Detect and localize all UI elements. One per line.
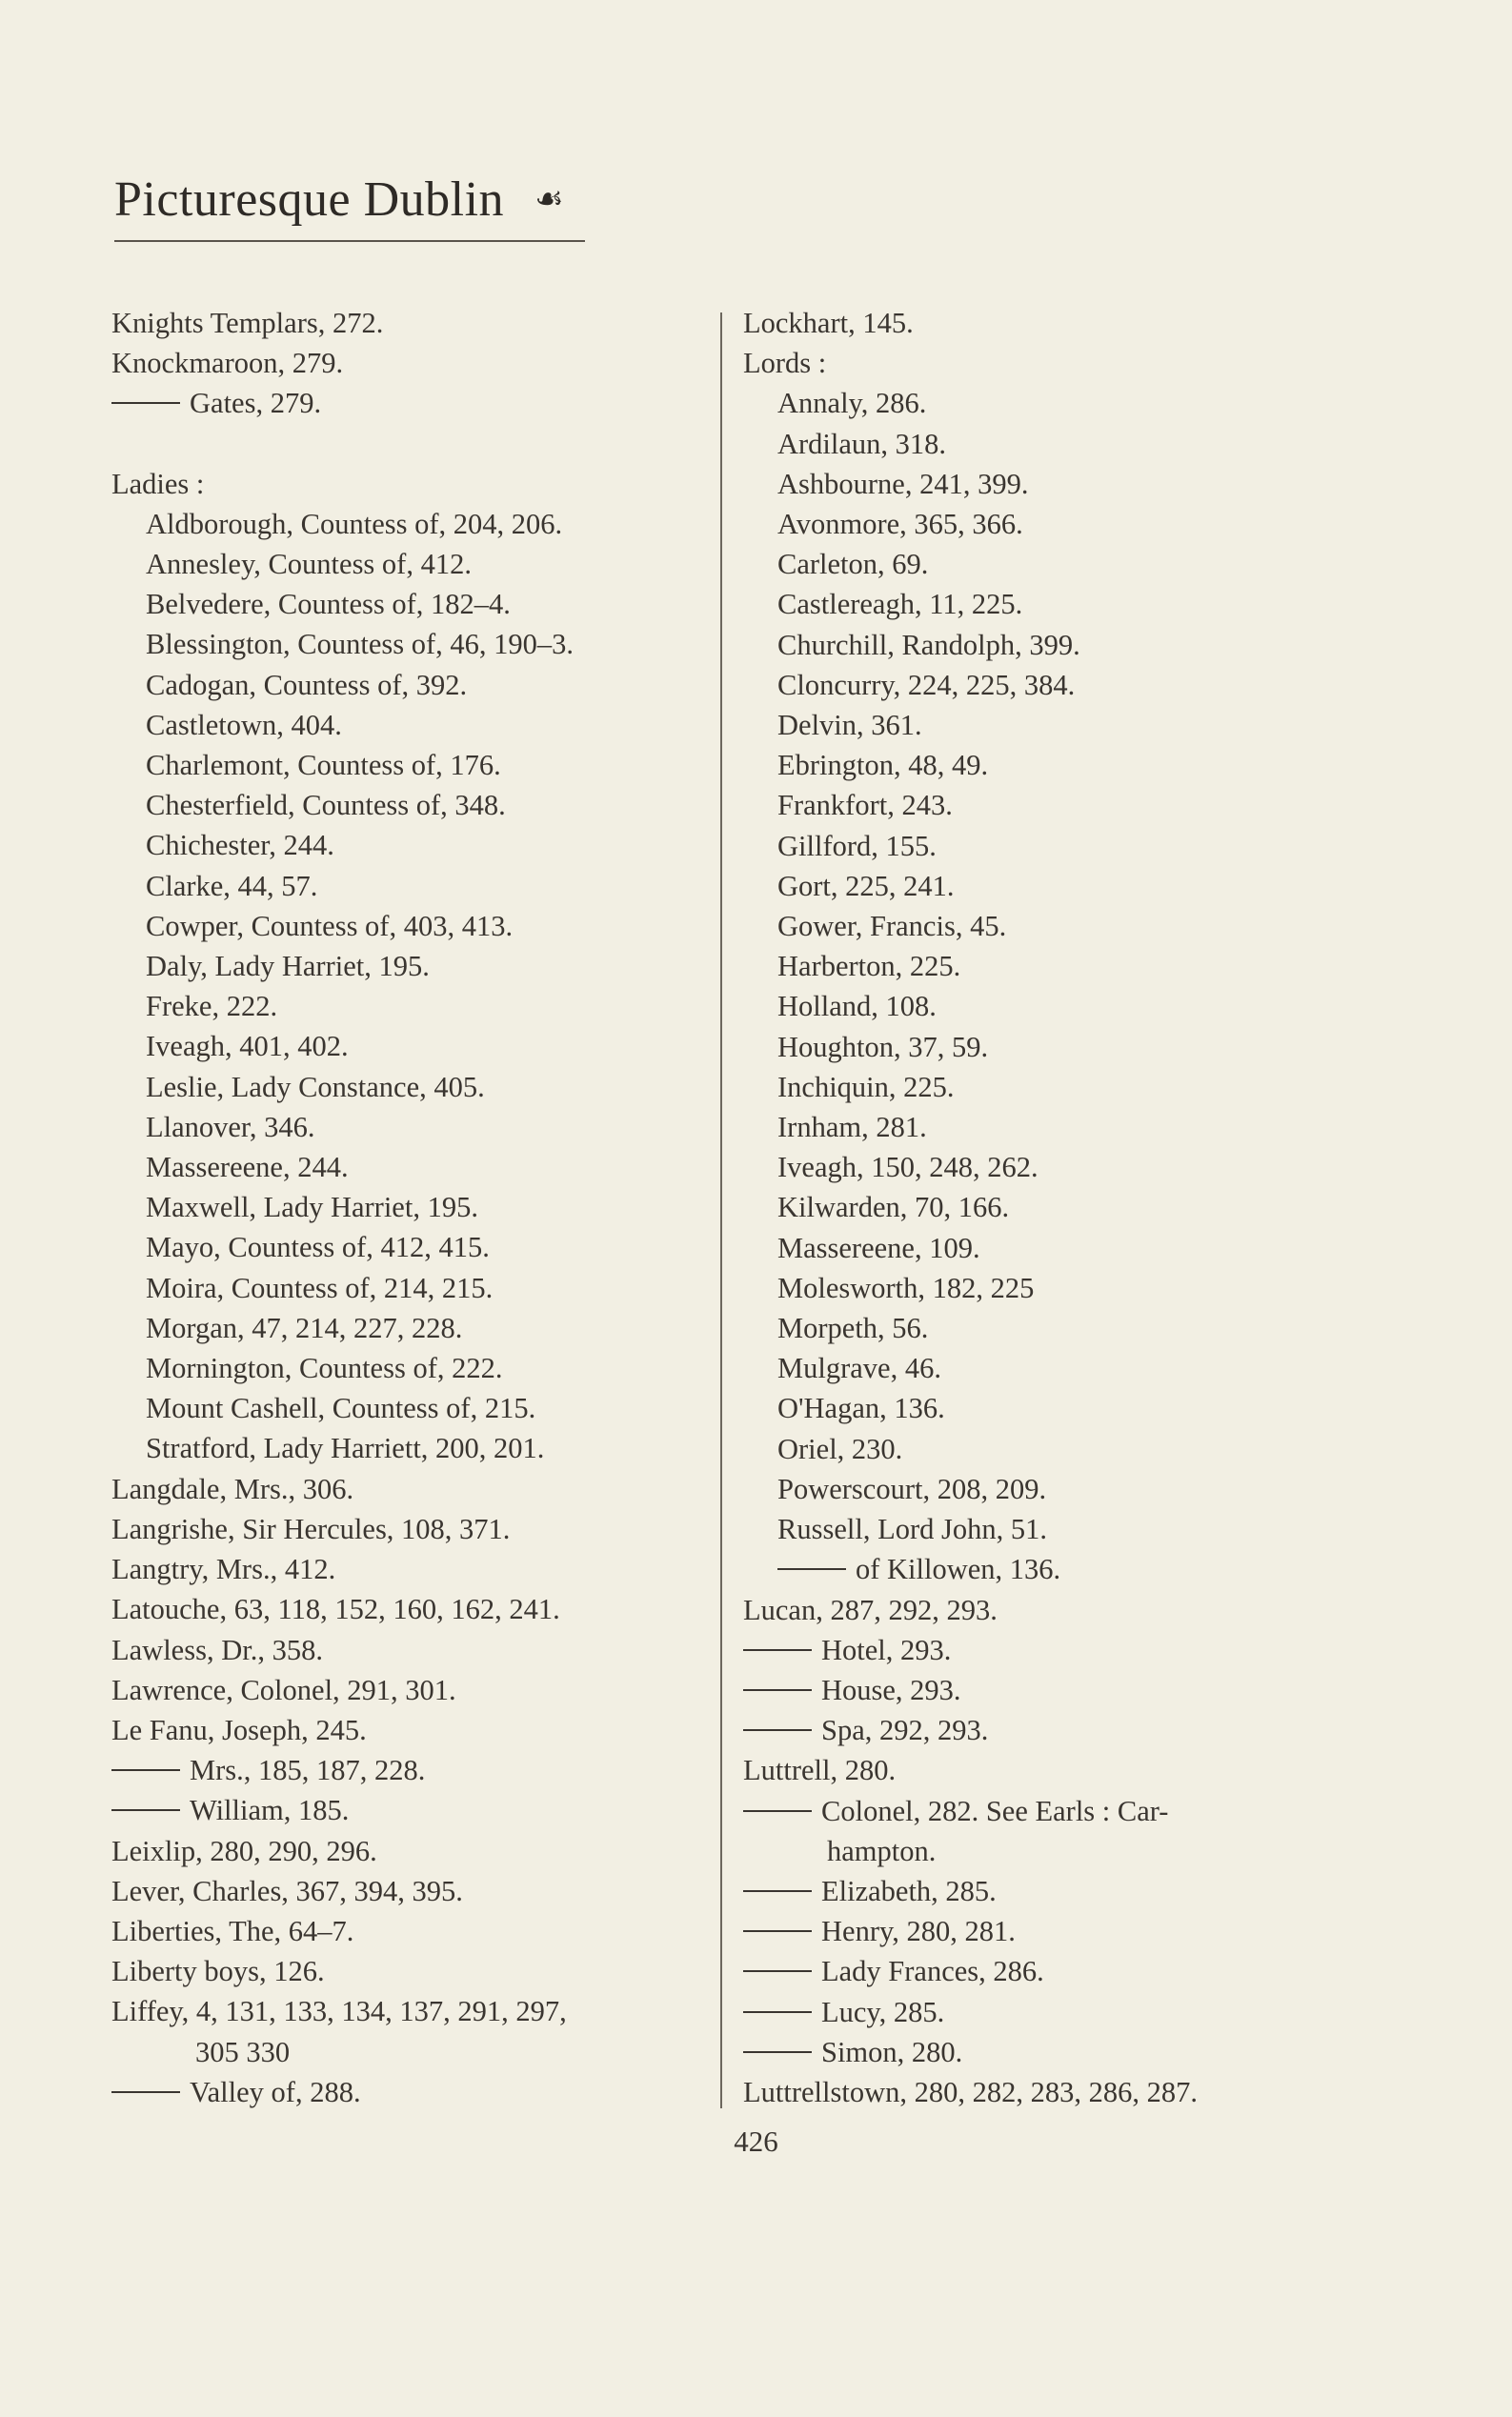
index-entry: Molesworth, 182, 225 bbox=[777, 1271, 1035, 1304]
index-entry: Lucy, 285. bbox=[743, 1992, 1353, 2032]
index-entry: Cloncurry, 224, 225, 384. bbox=[777, 668, 1076, 701]
index-entry: Ashbourne, 241, 399. bbox=[777, 467, 1029, 500]
index-entry: Le Fanu, Joseph, 245. bbox=[111, 1713, 367, 1746]
index-entry: Cowper, Countess of, 403, 413. bbox=[146, 909, 514, 942]
index-entry: Stratford, Lady Harriett, 200, 201. bbox=[146, 1432, 545, 1465]
index-entry: Elizabeth, 285. bbox=[743, 1871, 1353, 1911]
index-entry: Lever, Charles, 367, 394, 395. bbox=[111, 1874, 463, 1907]
index-entry: Henry, 280, 281. bbox=[743, 1911, 1353, 1951]
index-entry: Leslie, Lady Constance, 405. bbox=[146, 1070, 485, 1103]
index-entry: Massereene, 109. bbox=[777, 1231, 980, 1264]
index-entry: Gates, 279. bbox=[111, 383, 702, 423]
index-entry: Castlereagh, 11, 225. bbox=[777, 588, 1023, 621]
index-entry: Moira, Countess of, 214, 215. bbox=[146, 1271, 494, 1304]
index-entry: Mayo, Countess of, 412, 415. bbox=[146, 1231, 490, 1264]
index-entry: Liberties, The, 64–7. bbox=[111, 1914, 354, 1947]
index-entry: Chesterfield, Countess of, 348. bbox=[146, 789, 506, 822]
index-entry: Iveagh, 401, 402. bbox=[146, 1030, 349, 1063]
index-column-right bbox=[743, 303, 1353, 2112]
page-number: 426 bbox=[734, 2125, 778, 2158]
index-entry: Luttrellstown, 280, 282, 283, 286, 287. bbox=[743, 2075, 1198, 2108]
index-entry: Inchiquin, 225. bbox=[777, 1070, 955, 1103]
index-entry: House, 293. bbox=[743, 1670, 1353, 1710]
index-entry: Morpeth, 56. bbox=[777, 1312, 929, 1345]
index-entry: Ebrington, 48, 49. bbox=[777, 749, 989, 782]
index-entry: Hotel, 293. bbox=[743, 1630, 1353, 1670]
index-entry: Powerscourt, 208, 209. bbox=[777, 1472, 1047, 1505]
index-entry: 305 330 bbox=[195, 2035, 291, 2068]
index-entry: Llanover, 346. bbox=[146, 1110, 315, 1143]
index-entry: Lawless, Dr., 358. bbox=[111, 1633, 323, 1666]
index-column-left bbox=[111, 303, 702, 2112]
index-entry: Maxwell, Lady Harriet, 195. bbox=[146, 1191, 478, 1224]
index-entry: Gort, 225, 241. bbox=[777, 869, 955, 902]
index-entry: Belvedere, Countess of, 182–4. bbox=[146, 588, 511, 621]
index-entry: Lady Frances, 286. bbox=[743, 1951, 1353, 1991]
index-entry: Lockhart, 145. bbox=[743, 307, 914, 339]
index-entry: Clarke, 44, 57. bbox=[146, 869, 318, 902]
index-entry: Charlemont, Countess of, 176. bbox=[146, 749, 501, 782]
index-entry: Harberton, 225. bbox=[777, 950, 961, 983]
index-entry: Simon, 280. bbox=[743, 2032, 1353, 2072]
index-entry: Ardilaun, 318. bbox=[777, 427, 947, 460]
index-entry: Carleton, 69. bbox=[777, 548, 929, 581]
index-entry: Lawrence, Colonel, 291, 301. bbox=[111, 1673, 456, 1706]
index-entry: Mount Cashell, Countess of, 215. bbox=[146, 1392, 536, 1425]
index-entry: hampton. bbox=[827, 1834, 937, 1867]
index-entry: Gillford, 155. bbox=[777, 829, 937, 862]
index-entry: Holland, 108. bbox=[777, 990, 937, 1023]
index-entry: Lucan, 287, 292, 293. bbox=[743, 1593, 998, 1626]
index-entry: Colonel, 282. See Earls : Car- bbox=[743, 1791, 1353, 1831]
index-entry: Mulgrave, 46. bbox=[777, 1352, 941, 1385]
index-entry: Blessington, Countess of, 46, 190–3. bbox=[146, 628, 575, 661]
index-entry: William, 185. bbox=[111, 1790, 702, 1830]
index-entry: O'Hagan, 136. bbox=[777, 1392, 945, 1425]
index-entry: Knights Templars, 272. bbox=[111, 307, 384, 339]
index-entry: Oriel, 230. bbox=[777, 1432, 903, 1465]
page-title: Picturesque Dublin bbox=[114, 172, 505, 227]
index-entry: Castletown, 404. bbox=[146, 708, 342, 741]
index-entry: Kilwarden, 70, 166. bbox=[777, 1191, 1010, 1224]
index-entry: Latouche, 63, 118, 152, 160, 162, 241. bbox=[111, 1593, 560, 1626]
index-entry: Frankfort, 243. bbox=[777, 789, 953, 822]
index-entry: Morgan, 47, 214, 227, 228. bbox=[146, 1311, 463, 1344]
index-entry: Mrs., 185, 187, 228. bbox=[111, 1750, 702, 1790]
entry-gap bbox=[111, 424, 702, 464]
index-entry: Daly, Lady Harriet, 195. bbox=[146, 950, 430, 983]
index-entry: Cadogan, Countess of, 392. bbox=[146, 668, 468, 701]
index-entry: Mornington, Countess of, 222. bbox=[146, 1352, 503, 1385]
index-entry: Leixlip, 280, 290, 296. bbox=[111, 1834, 377, 1867]
index-entry: Langrishe, Sir Hercules, 108, 371. bbox=[111, 1512, 511, 1545]
index-entry: Luttrell, 280. bbox=[743, 1754, 897, 1787]
index-entry: Russell, Lord John, 51. bbox=[777, 1513, 1047, 1546]
index-entry: Churchill, Randolph, 399. bbox=[777, 628, 1080, 661]
index-entry: Iveagh, 150, 248, 262. bbox=[777, 1151, 1038, 1184]
running-header bbox=[114, 171, 705, 228]
index-entry: Langdale, Mrs., 306. bbox=[111, 1472, 354, 1505]
column-divider bbox=[720, 312, 722, 2108]
index-entry: Ladies : bbox=[111, 467, 205, 500]
index-entry: Valley of, 288. bbox=[111, 2072, 702, 2112]
index-entry: Massereene, 244. bbox=[146, 1151, 349, 1184]
index-entry: Delvin, 361. bbox=[777, 709, 922, 742]
index-entry: Chichester, 244. bbox=[146, 829, 334, 862]
index-entry: Liffey, 4, 131, 133, 134, 137, 291, 297, bbox=[111, 1995, 567, 2028]
index-entry: Annesley, Countess of, 412. bbox=[146, 548, 472, 581]
header-rule bbox=[114, 240, 585, 242]
index-entry: Spa, 292, 293. bbox=[743, 1710, 1353, 1750]
index-entry: Annaly, 286. bbox=[777, 387, 927, 420]
index-entry: of Killowen, 136. bbox=[743, 1549, 1353, 1589]
index-entry: Knockmaroon, 279. bbox=[111, 347, 344, 380]
index-entry: Gower, Francis, 45. bbox=[777, 910, 1007, 943]
index-entry: Aldborough, Countess of, 204, 206. bbox=[146, 507, 563, 540]
index-entry: Lords : bbox=[743, 347, 827, 380]
index-entry: Liberty boys, 126. bbox=[111, 1955, 325, 1988]
index-entry: Houghton, 37, 59. bbox=[777, 1030, 989, 1063]
index-entry: Freke, 222. bbox=[146, 990, 278, 1023]
index-entry: Avonmore, 365, 366. bbox=[777, 508, 1023, 541]
index-entry: Langtry, Mrs., 412. bbox=[111, 1553, 336, 1586]
leaf-ornament-icon: ☙ bbox=[534, 182, 564, 217]
index-entry: Irnham, 281. bbox=[777, 1111, 927, 1144]
